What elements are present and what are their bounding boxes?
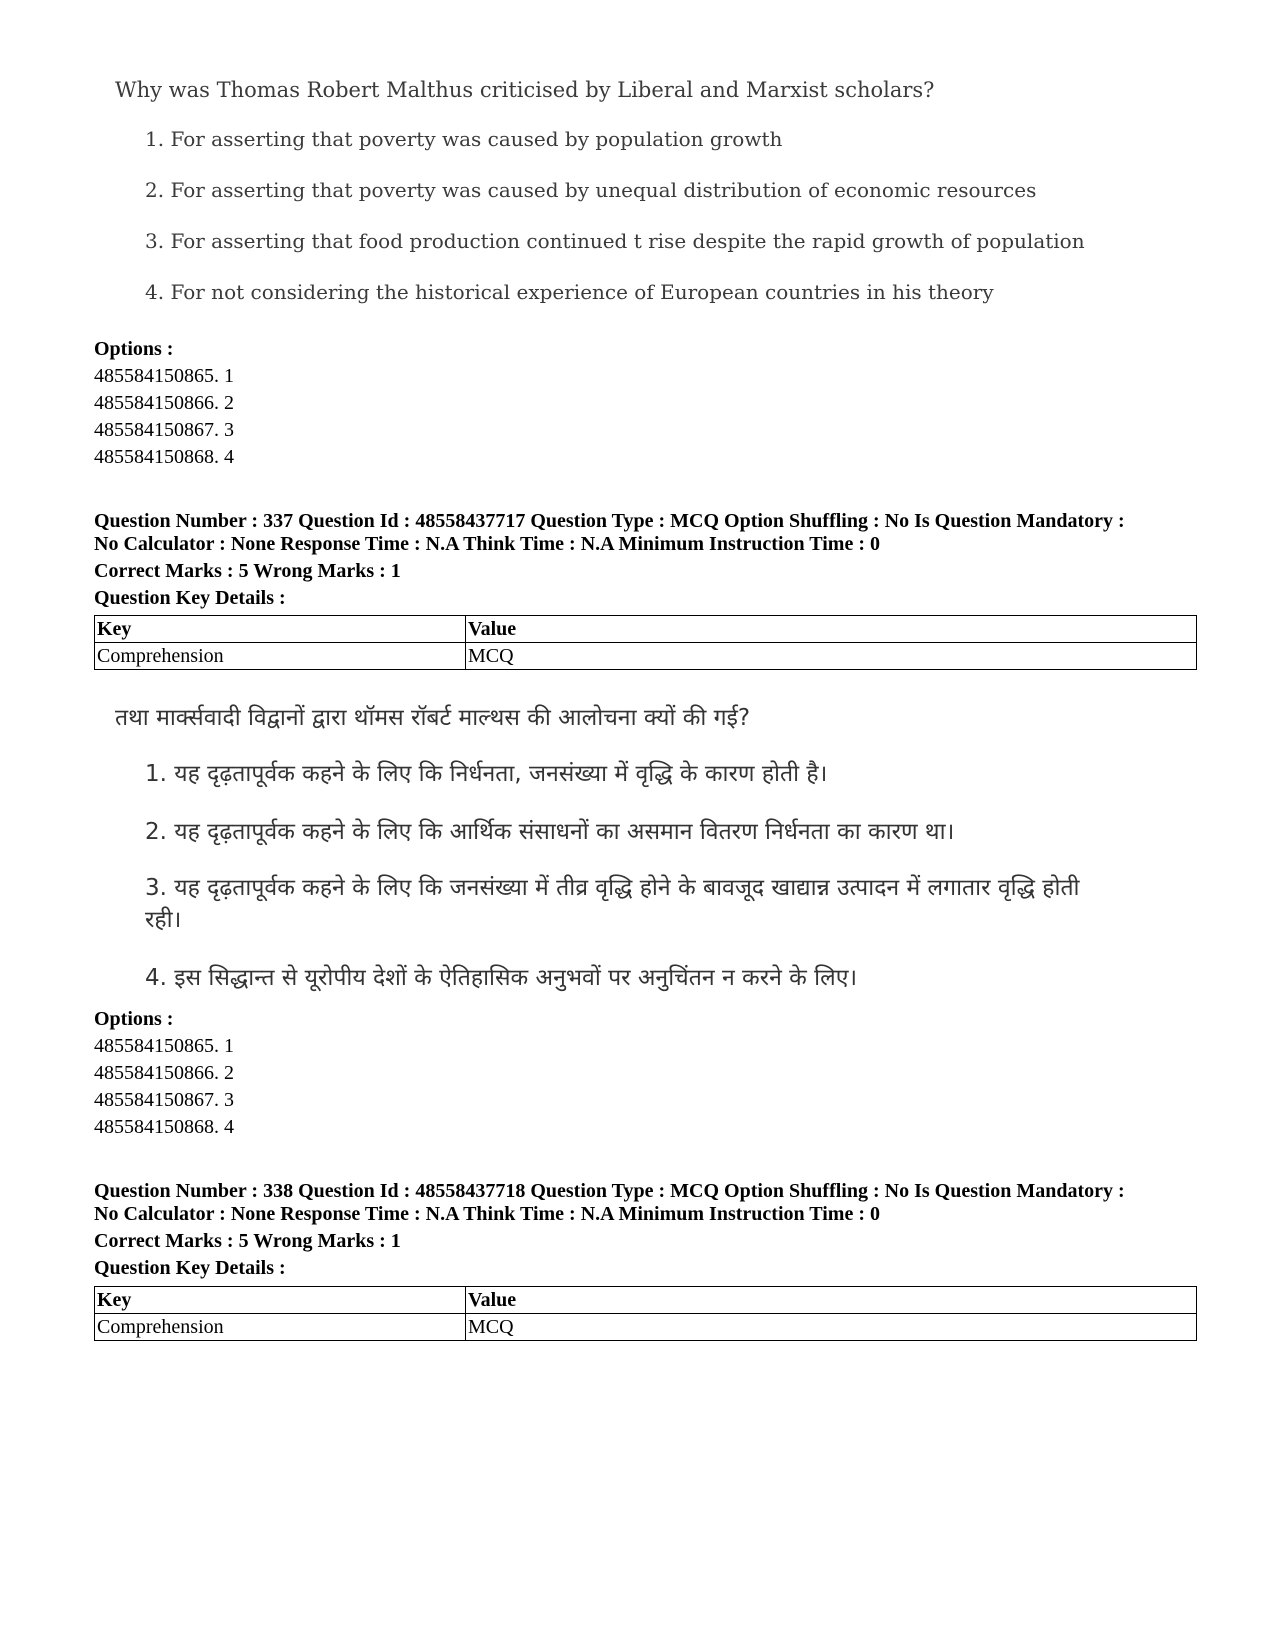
key-details-heading: Question Key Details :: [94, 1257, 286, 1279]
question-option-3: 3. For asserting that food production continued t rise despite the rapid growth of population: [145, 229, 1085, 253]
key-details-heading: Question Key Details :: [94, 587, 286, 609]
key-details-table: [94, 1286, 1197, 1341]
key-details-table: [94, 615, 1197, 670]
question-meta: [94, 510, 1204, 610]
table-cell-key: Comprehension: [95, 1314, 466, 1341]
question-stem: तथा मार्क्सवादी विद्वानों द्वारा थॉमस रॉबर्ट माल्थस की आलोचना क्यों की गई?: [115, 705, 751, 731]
options-heading: Options :: [94, 338, 174, 360]
question-meta-line1: Question Number : 338 Question Id : 48558437718 Question Type : MCQ Option Shuffling : No Is Question Mandatory :: [94, 1180, 1125, 1202]
table-row: [95, 1314, 1197, 1341]
options-section: [94, 336, 1194, 471]
question-option-4: 4. इस सिद्धान्त से यूरोपीय देशों के ऐतिहासिक अनुभवों पर अनुचिंतन न करने के लिए।: [145, 965, 858, 991]
table-header-row: [95, 616, 1197, 643]
table-cell-value: MCQ: [466, 1314, 1197, 1341]
question-meta-line1: Question Number : 337 Question Id : 48558437717 Question Type : MCQ Option Shuffling : No Is Question Mandatory :: [94, 510, 1125, 532]
marks-line: Correct Marks : 5 Wrong Marks : 1: [94, 560, 401, 582]
options-section: [94, 1006, 1194, 1141]
option-item: 485584150868. 4: [94, 1116, 234, 1138]
option-item: 485584150866. 2: [94, 1062, 234, 1084]
option-item: 485584150867. 3: [94, 419, 234, 441]
question-image-english: [115, 78, 1085, 304]
question-meta-line2: No Calculator : None Response Time : N.A Think Time : N.A Minimum Instruction Time : 0: [94, 533, 880, 555]
question-stem: Why was Thomas Robert Malthus criticised by Liberal and Marxist scholars?: [115, 78, 935, 102]
table-cell-key: Comprehension: [95, 643, 466, 670]
question-option-2: 2. यह दृढ़तापूर्वक कहने के लिए कि आर्थिक संसाधनों का असमान वितरण निर्धनता का कारण था।: [145, 819, 955, 845]
question-option-3: 3. यह दृढ़तापूर्वक कहने के लिए कि जनसंख्या में तीव्र वृद्धि होने के बावजूद खाद्यान्न उत्पादन में लगातार वृद्धि होती रही।: [145, 875, 1080, 933]
table-header-key: Key: [95, 616, 466, 643]
question-meta: [94, 1180, 1204, 1280]
table-header-row: [95, 1287, 1197, 1314]
table-row: [95, 643, 1197, 670]
option-item: 485584150866. 2: [94, 392, 234, 414]
table-header-key: Key: [95, 1287, 466, 1314]
question-option-1: 1. यह दृढ़तापूर्वक कहने के लिए कि निर्धनता, जनसंख्या में वृद्धि के कारण होती है।: [145, 761, 828, 787]
question-option-4: 4. For not considering the historical experience of European countries in his theory: [145, 280, 994, 304]
marks-line: Correct Marks : 5 Wrong Marks : 1: [94, 1230, 401, 1252]
table-cell-value: MCQ: [466, 643, 1197, 670]
table-header-value: Value: [466, 1287, 1197, 1314]
options-heading: Options :: [94, 1008, 174, 1030]
question-meta-line2: No Calculator : None Response Time : N.A Think Time : N.A Minimum Instruction Time : 0: [94, 1203, 880, 1225]
question-image-hindi: [115, 700, 1115, 992]
question-option-1: 1. For asserting that poverty was caused by population growth: [145, 127, 783, 151]
option-item: 485584150868. 4: [94, 446, 234, 468]
question-option-2: 2. For asserting that poverty was caused by unequal distribution of economic resources: [145, 178, 1037, 202]
option-item: 485584150865. 1: [94, 1035, 234, 1057]
table-header-value: Value: [466, 616, 1197, 643]
option-item: 485584150867. 3: [94, 1089, 234, 1111]
option-item: 485584150865. 1: [94, 365, 234, 387]
